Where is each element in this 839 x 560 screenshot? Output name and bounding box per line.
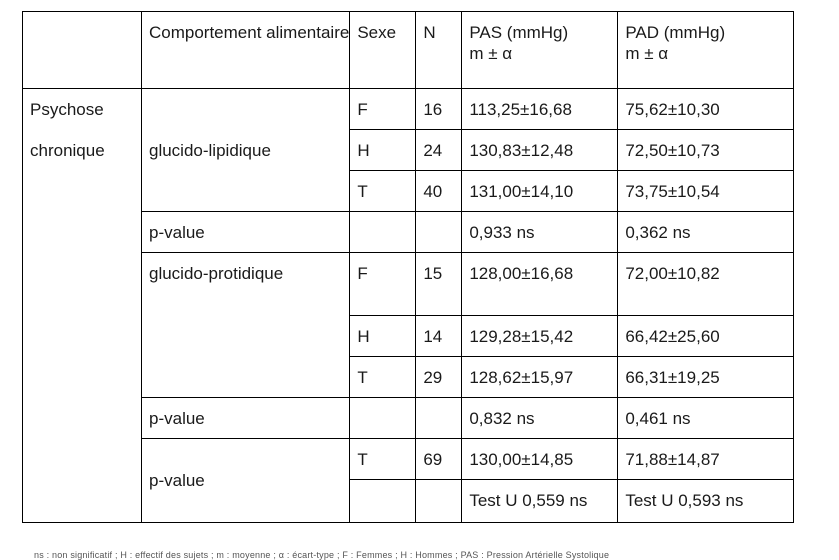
pas-cell: 130,83±12,48 <box>462 130 618 171</box>
pvalue-pad: 0,461 ns <box>618 398 794 439</box>
pvalue-label: p-value <box>142 398 350 439</box>
sexe-cell: T <box>350 439 416 480</box>
n-cell: 15 <box>416 253 462 316</box>
sexe-cell: T <box>350 171 416 212</box>
header-pad-unit: m ± α <box>625 44 669 63</box>
header-n: N <box>416 12 462 89</box>
pad-cell: 66,31±19,25 <box>618 357 794 398</box>
pad-cell: 72,50±10,73 <box>618 130 794 171</box>
total-pvalue-label: p-value <box>142 439 350 523</box>
group-label-line1: Psychose <box>30 100 104 119</box>
pvalue-pas: 0,832 ns <box>462 398 618 439</box>
pas-cell: 128,62±15,97 <box>462 357 618 398</box>
pvalue-pas: 0,933 ns <box>462 212 618 253</box>
pas-cell: 129,28±15,42 <box>462 316 618 357</box>
n-cell: 69 <box>416 439 462 480</box>
header-sexe: Sexe <box>350 12 416 89</box>
pad-cell: 73,75±10,54 <box>618 171 794 212</box>
n-cell: 14 <box>416 316 462 357</box>
pas-cell: 128,00±16,68 <box>462 253 618 316</box>
pad-cell: 72,00±10,82 <box>618 253 794 316</box>
blood-pressure-table <box>22 11 794 523</box>
n-cell: 24 <box>416 130 462 171</box>
pvalue-label: p-value <box>142 212 350 253</box>
sexe-cell: F <box>350 89 416 130</box>
header-row <box>23 12 794 89</box>
sexe-cell: T <box>350 357 416 398</box>
pas-cell: 131,00±14,10 <box>462 171 618 212</box>
pvalue-sexe-empty <box>350 480 416 523</box>
pvalue-n-empty <box>416 480 462 523</box>
n-cell: 29 <box>416 357 462 398</box>
pvalue-sexe-empty <box>350 398 416 439</box>
footnote: ns : non significatif ; H : effectif des sujets ; m : moyenne ; α : écart-type ; F : Femmes ; H : Hommes ; PAS : Pression Artérielle Systolique <box>34 550 610 560</box>
header-pad-label: PAD (mmHg) <box>625 23 726 42</box>
pad-cell: 71,88±14,87 <box>618 439 794 480</box>
pvalue-n-empty <box>416 398 462 439</box>
pas-cell: 113,25±16,68 <box>462 89 618 130</box>
header-comportement: Comportement alimentaire <box>142 12 350 89</box>
pas-cell: 130,00±14,85 <box>462 439 618 480</box>
header-pas-unit: m ± α <box>469 44 513 63</box>
glucido-protidique-label: glucido-protidique <box>142 253 350 398</box>
pvalue-sexe-empty <box>350 212 416 253</box>
sexe-cell: H <box>350 316 416 357</box>
group-label-cell <box>23 89 142 523</box>
pad-cell: 75,62±10,30 <box>618 89 794 130</box>
table-row <box>23 89 794 130</box>
sexe-cell: F <box>350 253 416 316</box>
pad-cell: 66,42±25,60 <box>618 316 794 357</box>
pvalue-n-empty <box>416 212 462 253</box>
header-pas <box>462 12 618 89</box>
sexe-cell: H <box>350 130 416 171</box>
glucido-lipidique-label: glucido-lipidique <box>142 89 350 212</box>
n-cell: 40 <box>416 171 462 212</box>
n-cell: 16 <box>416 89 462 130</box>
pvalue-pad: 0,362 ns <box>618 212 794 253</box>
header-pad <box>618 12 794 89</box>
header-empty-cell <box>23 12 142 89</box>
pvalue-pad: Test U 0,593 ns <box>618 480 794 523</box>
group-label-line2: chronique <box>30 141 105 160</box>
pvalue-pas: Test U 0,559 ns <box>462 480 618 523</box>
header-pas-label: PAS (mmHg) <box>469 23 569 42</box>
